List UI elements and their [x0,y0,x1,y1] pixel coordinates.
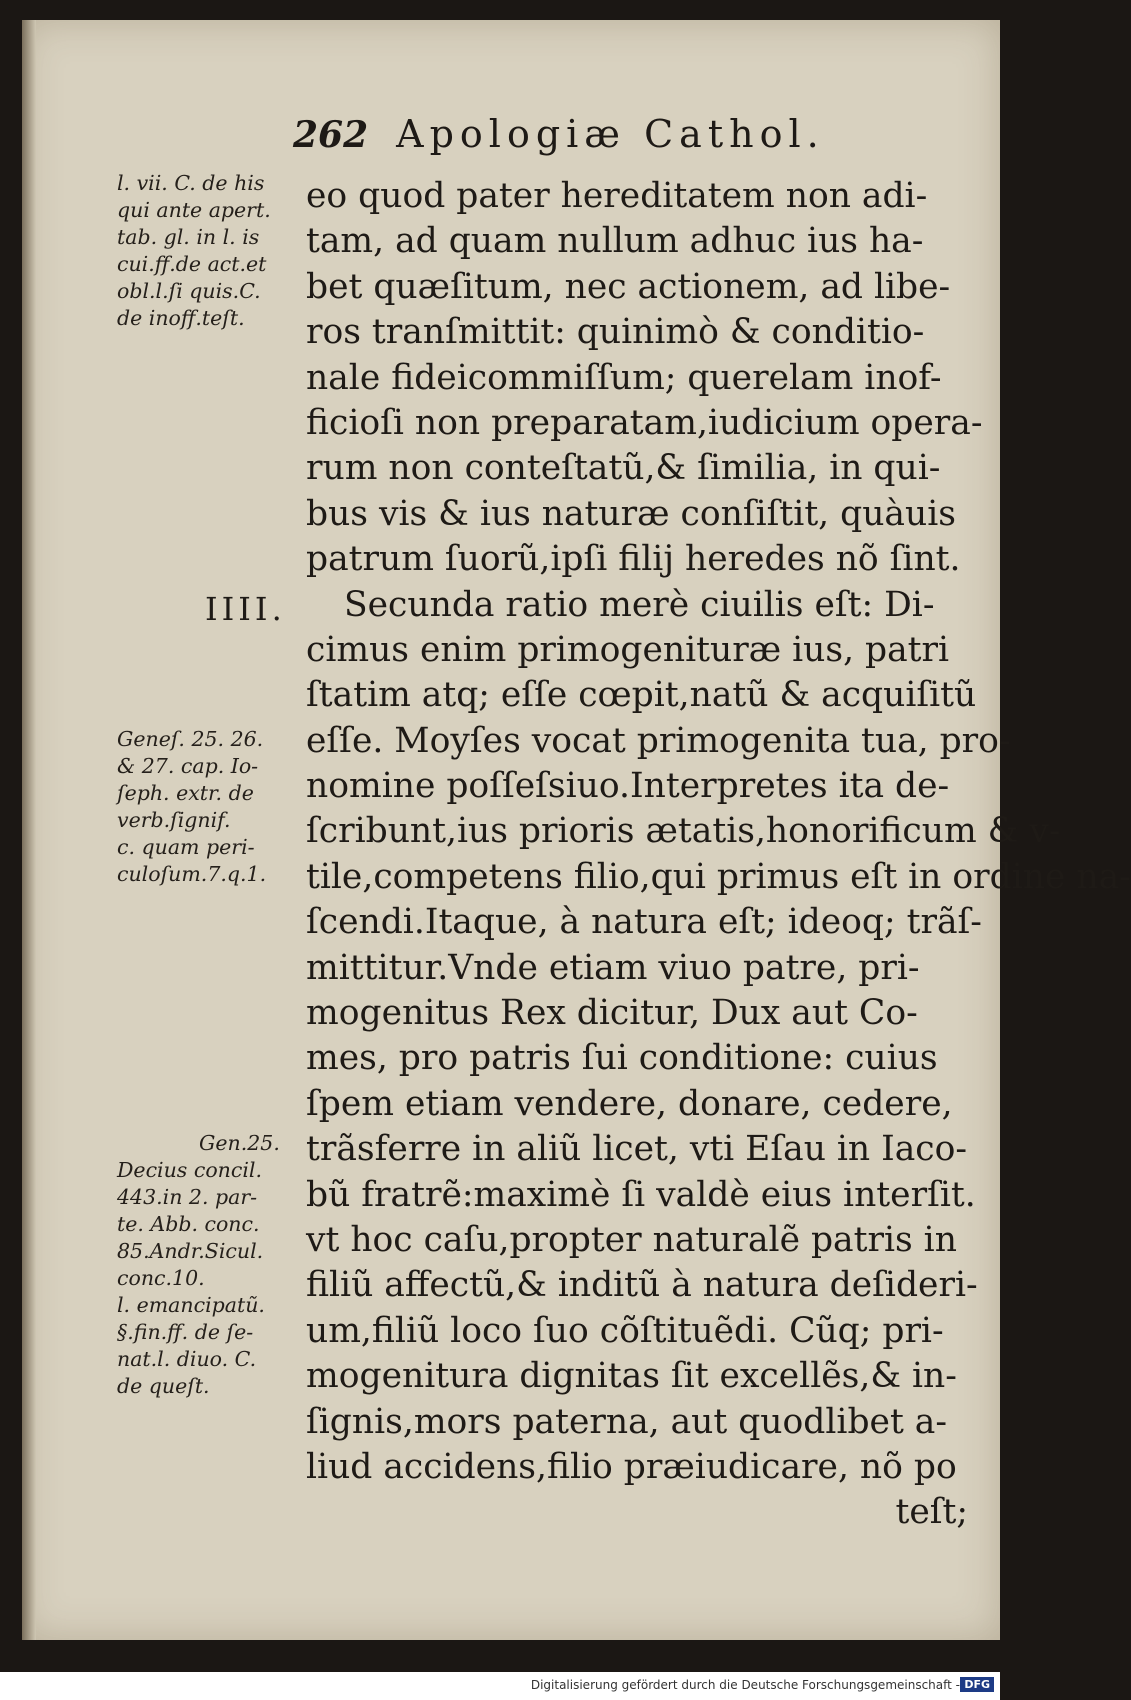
running-title: Apologiæ Cathol. [396,112,825,156]
text-line: tam, ad quam nullum adhuc ius ha- [306,221,924,262]
text-line: eo quod pater hereditatem non adi- [306,176,928,216]
margin-note-line: nat.l. diuo. C. [117,1347,257,1371]
text-line: cimus enim primogenituræ ius, patri [306,629,950,670]
margin-note-line: §.fin.ff. de ſe- [117,1320,254,1344]
text-line: mogenitus Rex dicitur, Dux aut Co- [306,993,918,1034]
page-number: 262 [293,114,369,156]
text-line: teſt; [895,1492,968,1533]
margin-note-line: & 27. cap. Io- [117,754,259,778]
margin-note-line: Geneſ. 25. 26. [117,727,264,751]
text-line: mogenitura dignitas ſit excellẽs,& in- [306,1356,957,1397]
footer-credit: Digitalisierung gefördert durch die Deutsche Forschungsgemeinschaft - [530,1678,960,1692]
margin-note-line: tab. gl. in l. is [117,225,260,249]
text-line: ros tranſmittit: quinimò & conditio- [306,312,925,353]
text-line: ſignis,mors paterna, aut quodlibet a- [306,1401,948,1442]
margin-note-line: Gen.25. [199,1131,280,1155]
margin-note-line: obl.l.ſi quis.C. [117,279,261,303]
section-number: IIII. [205,590,286,628]
text-line: nomine poſſeſsiuo.Interpretes ita de- [306,766,950,807]
text-line: nale fideicommiſſum; querelam inof- [306,357,942,398]
margin-note-line: Decius concil. [117,1158,262,1182]
page-header [293,112,973,168]
body-text [306,174,1131,1536]
text-line: mes, pro patris ſui conditione: cuius [306,1038,938,1079]
margin-note-line: verb.ſignif. [117,808,231,832]
margin-note-line: c. quam peri- [117,835,255,859]
margin-note-line: cui.ff.de act.et [117,252,267,276]
margin-note-3 [117,1130,307,1400]
dfg-logo: DFG [960,1677,994,1692]
margin-note-line: 85.Andr.Sicul. [117,1239,264,1263]
text-line: ſpem etiam vendere, donare, cedere, [306,1083,953,1124]
text-line: trãsferre in aliũ licet, vti Eſau in Iaco- [306,1129,968,1170]
margin-note-line: ſeph. extr. de [117,781,254,805]
margin-note-line: 443.in 2. par- [117,1185,258,1209]
footer-strip [0,1672,1000,1700]
text-line: bet quæſitum, nec actionem, ad libe- [306,266,951,307]
text-line: filiũ affectũ,& inditũ à natura deſideri- [306,1265,978,1306]
text-line: ficioſi non preparatam,iudicium opera- [306,402,983,443]
text-line: ſcendi.Itaque, à natura eſt; ideoq; trãſ- [306,902,982,943]
text-line: eſſe. Moyſes vocat primogenita tua, pro- [306,720,1011,761]
page-gutter [22,20,36,1640]
margin-note-line: culoſum.7.q.1. [117,862,267,886]
margin-note-line: qui ante apert. [117,198,271,222]
margin-note-line: l. vii. C. de his [117,171,265,195]
text-line: liud accidens,filio præiudicare, nõ po [306,1446,957,1487]
text-line: tile,competens filio,qui primus eſt in ordine na- [306,856,1131,897]
text-line: rum non conteſtatũ,& ſimilia, in qui- [306,448,941,489]
text-line: ſtatim atq; eſſe cœpit,natũ & acquiſitũ [306,675,977,716]
text-line: mittitur.Vnde etiam viuo patre, pri- [306,947,920,988]
margin-note-line: te. Abb. conc. [117,1212,260,1236]
margin-note-1 [117,170,307,332]
margin-note-line: de inoff.teſt. [117,306,245,330]
margin-note-2 [117,726,307,888]
text-line: Secunda ratio merè ciuilis eſt: Di- [344,584,935,625]
margin-note-line: l. emancipatũ. [117,1293,265,1317]
text-line: um,filiũ loco ſuo cõſtituẽdi. Cũq; pri- [306,1310,944,1351]
margin-note-line: de queſt. [117,1374,210,1398]
margin-note-line: conc.10. [117,1266,205,1290]
text-line: patrum ſuorũ,ipſi filij heredes nõ ſint. [306,539,961,580]
text-line: ſcribunt,ius prioris ætatis,honorificum & v- [306,811,1061,852]
text-line: bũ fratrẽ:maximè ſi valdè eius interſit. [306,1174,976,1215]
text-line: vt hoc caſu,propter naturalẽ patris in [306,1219,957,1260]
text-line: bus vis & ius naturæ conſiſtit, quàuis [306,493,956,534]
